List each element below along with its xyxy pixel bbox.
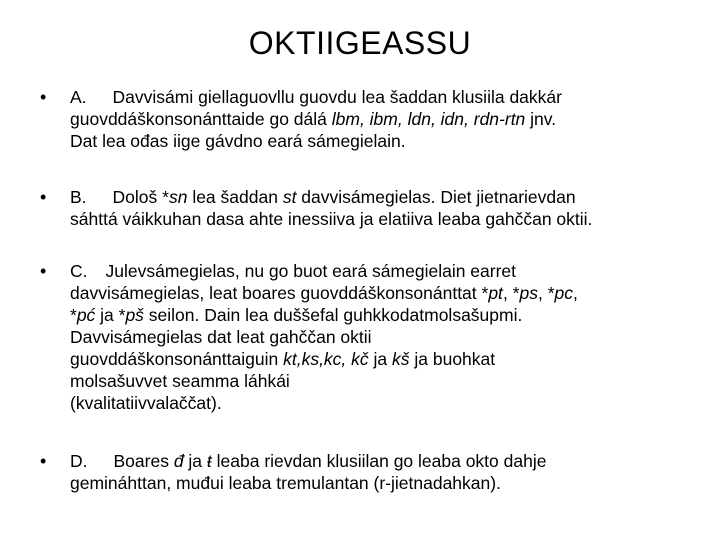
bullet-icon: • <box>40 187 47 207</box>
bullet-text-c: C. Julevsámegielas, nu go buot eará sámegielain earret davvisámegielas, leat boares guovddáškonsonánttat *pt, *ps, *pc, *pć ja *pš seilon. Dain lea duššefal guhkkodatmolsašupmi. Davvisámegielas dat leat gahččan oktii guovddáškonsonánttaiguin kt,ks,kc, kč ja kš ja buohkat molsašuvvet seamma láhkái (kvalitatiivvalaččat). <box>70 261 578 413</box>
item-label: D. <box>70 451 88 471</box>
item-label: B. <box>70 187 87 207</box>
bullet-text-d: D. Boares đ ja ŧ leaba rievdan klusiilan go leaba okto dahje gemináhttan, muđui leaba tremulantan (r-jietnadahkan). <box>70 451 547 493</box>
bullet-text-b: B. Dološ *sn lea šaddan st davvisámegielas. Diet jietnarievdan sáhttá váikkuhan dasa ahte inessiiva ja elatiiva leaba gahččan oktii. <box>70 187 593 229</box>
slide-title: OKTIIGEASSU <box>248 25 472 61</box>
bullet-icon: • <box>40 451 47 471</box>
bullet-text-a: A. Davvisámi giellaguovllu guovdu lea šaddan klusiila dakkár guovddáškonsonánttaide go dálá lbm, ibm, ldn, idn, rdn-rtn jnv. Dat lea ođas iige gávdno eará sámegielain. <box>70 87 562 151</box>
item-label: A. <box>70 87 87 107</box>
bullet-icon: • <box>40 261 47 281</box>
item-label: C. <box>70 261 88 281</box>
bullet-icon: • <box>40 87 47 107</box>
